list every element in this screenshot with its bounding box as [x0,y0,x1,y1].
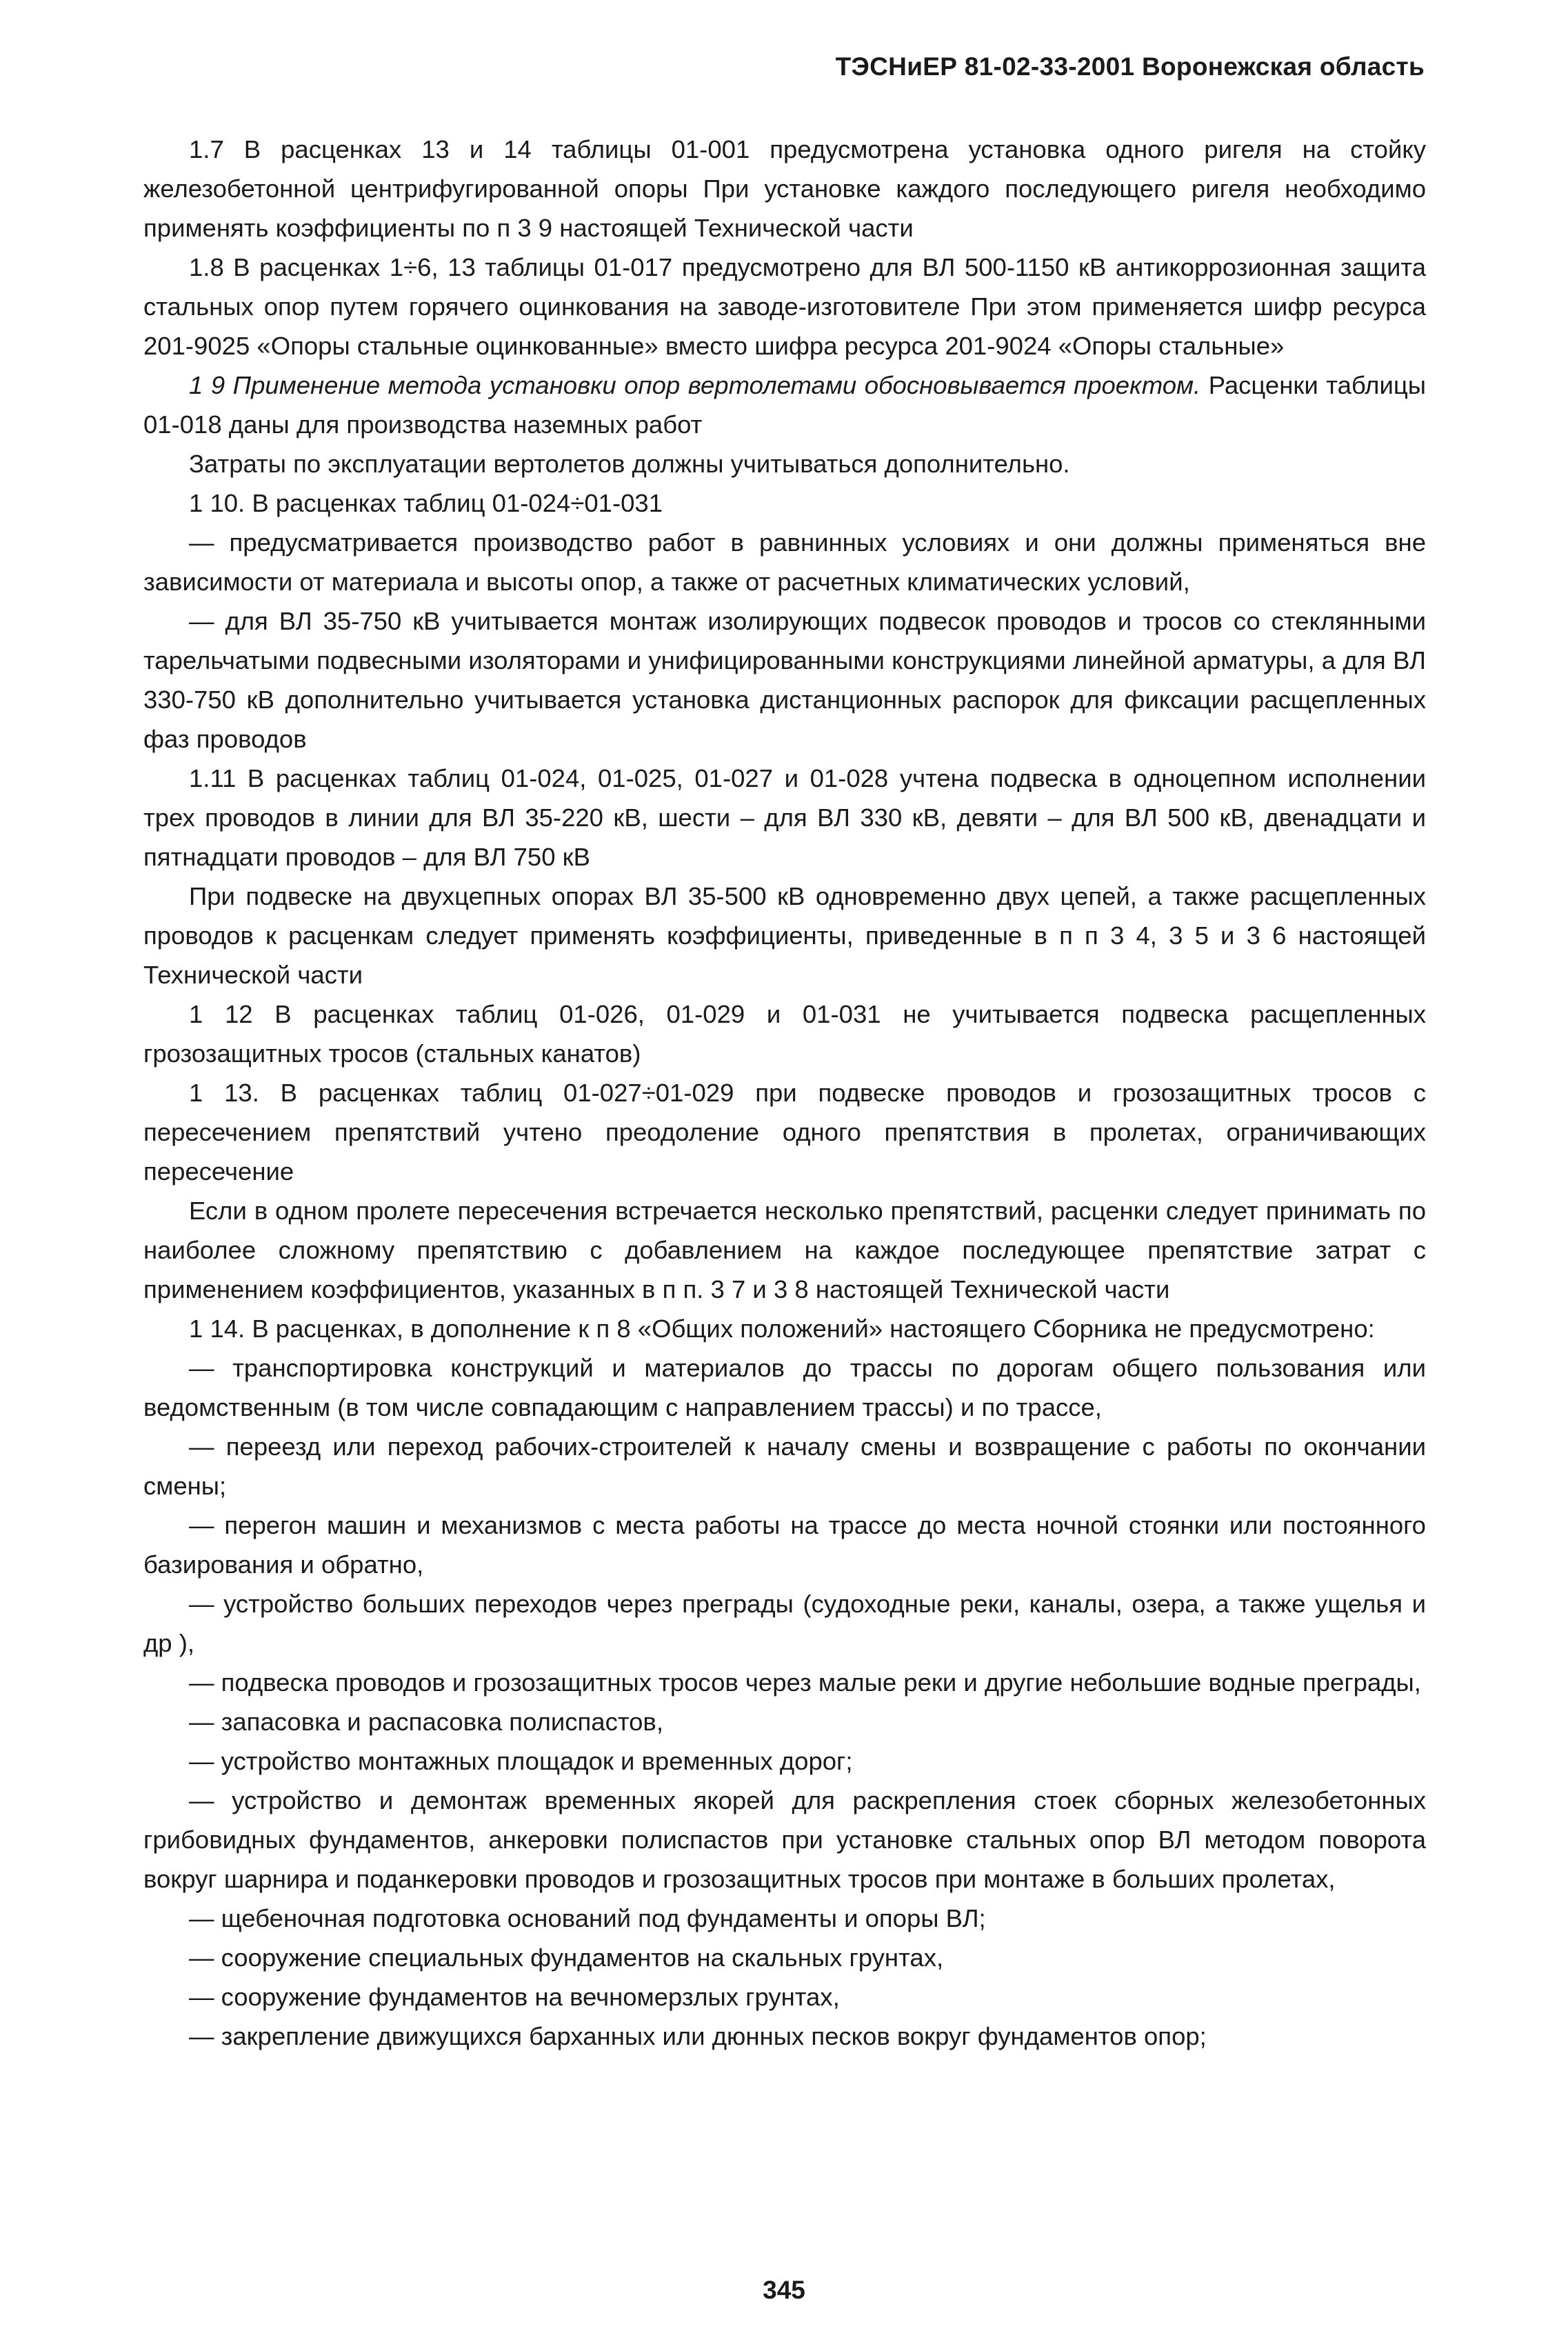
paragraph-multiple-obstacles: Если в одном пролете пересечения встречается несколько препятствий, расценки следует принимать по наиболее сложному препятствию с добавлением на каждое последующее препятствие затрат с применением коэффициентов, указанных в п п. 3 7 и 3 8 настоящей Технической части [143,1197,1426,1303]
list-item-large-crossings: — устройство больших переходов через преграды (судоходные реки, каналы, озера, а также ущелья и др ), [143,1590,1426,1657]
paragraph-1-12: 1 12 В расценках таблиц 01-026, 01-029 и 01-031 не учитывается подвеска расщепленных грозозащитных тросов (стальных канатов) [143,1000,1426,1068]
document-header-title: ТЭСНиЕР 81-02-33-2001 Воронежская область [835,52,1425,81]
paragraph-1-13: 1 13. В расценках таблиц 01-027÷01-029 при подвеске проводов и грозозащитных тросов с пересечением препятствий учтено преодоление одного препятствия в пролетах, ограничивающих пересечение [143,1079,1426,1186]
paragraph-1-9 [143,366,1426,444]
list-item-sand-fixing: — закрепление движущихся барханных или дюнных песков вокруг фундаментов опор; [189,2022,1207,2050]
list-item-worker-travel: — переезд или переход рабочих-строителей к началу смены и возвращение с работы по окончании смены; [143,1432,1426,1500]
list-item-rock-foundations: — сооружение специальных фундаментов на скальных грунтах, [189,1943,944,1972]
document-body [143,130,1426,2056]
list-item-plain-conditions: — предусматривается производство работ в равнинных условиях и они должны применяться вне зависимости от материала и высоты опор, а также от расчетных климатических условий, [143,528,1426,596]
list-item-transport: — транспортировка конструкций и материалов до трассы по дорогам общего пользования или ведомственным (в том числе совпадающим с направлением трассы) и по трассе, [143,1354,1426,1421]
list-item-sites-roads: — устройство монтажных площадок и временных дорог; [189,1747,853,1775]
list-item-pulley-reeving: — запасовка и распасовка полиспастов, [189,1708,663,1736]
paragraph-1-11: 1.11 В расценках таблиц 01-024, 01-025, 01-027 и 01-028 учтена подвеска в одноцепном исполнении трех проводов в линии для ВЛ 35-220 кВ, шести – для ВЛ 330 кВ, девяти – для ВЛ 500 кВ, двенадцати и пятнадцати проводов – для ВЛ 750 кВ [143,764,1426,871]
list-item-insulator-mounting: — для ВЛ 35-750 кВ учитывается монтаж изолирующих подвесок проводов и тросов со стеклянными тарельчатыми подвесными изоляторами и унифицированными конструкциями линейной арматуры, а для ВЛ 330-750 кВ дополнительно учитывается установка дистанционных распорок для фиксации расщепленных фаз проводов [143,607,1426,753]
list-item-permafrost-foundations: — сооружение фундаментов на вечномерзлых грунтах, [189,1983,840,2011]
list-item-temporary-anchors: — устройство и демонтаж временных якорей для раскрепления стоек сборных железобетонных грибовидных фундаментов, анкеровки полиспастов при установке стальных опор ВЛ методом поворота вокруг шарнира и поданкеровки проводов и грозозащитных тросов при монтаже в больших пролетах, [143,1786,1426,1893]
paragraph-1-9-italic: 1 9 Применение метода установки опор вертолетами обосновывается проектом. [189,371,1201,399]
paragraph-1-7: 1.7 В расценках 13 и 14 таблицы 01-001 предусмотрена установка одного ригеля на стойку железобетонной центрифугированной опоры При установке каждого последующего ригеля необходимо применять коэффициенты по п 3 9 настоящей Технической части [143,135,1426,242]
paragraph-1-9-rest: Расценки таблицы 01-018 даны для производства наземных работ [143,371,1426,439]
page-number: 345 [763,2276,805,2304]
paragraph-double-circuit: При подвеске на двухцепных опорах ВЛ 35-500 кВ одновременно двух цепей, а также расщепленных проводов к расценкам следует применять коэффициенты, приведенные в п п 3 4, 3 5 и 3 6 настоящей Технической части [143,882,1426,989]
list-item-machine-relocation: — перегон машин и механизмов с места работы на трассе до места ночной стоянки или постоянного базирования и обратно, [143,1511,1426,1579]
paragraph-1-14: 1 14. В расценках, в дополнение к п 8 «Общих положений» настоящего Сборника не предусмотрено: [189,1314,1375,1343]
paragraph-helicopter-costs: Затраты по эксплуатации вертолетов должны учитываться дополнительно. [189,450,1070,478]
list-item-small-rivers: — подвеска проводов и грозозащитных тросов через малые реки и другие небольшие водные преграды, [189,1668,1421,1697]
list-item-gravel-preparation: — щебеночная подготовка оснований под фундаменты и опоры ВЛ; [189,1904,986,1932]
paragraph-1-8: 1.8 В расценках 1÷6, 13 таблицы 01-017 предусмотрено для ВЛ 500-1150 кВ антикоррозионная защита стальных опор путем горячего оцинкования на заводе-изготовителе При этом применяется шифр ресурса 201-9025 «Опоры стальные оцинкованные» вместо шифра ресурса 201-9024 «Опоры стальные» [143,253,1426,360]
paragraph-1-10: 1 10. В расценках таблиц 01-024÷01-031 [189,489,663,517]
